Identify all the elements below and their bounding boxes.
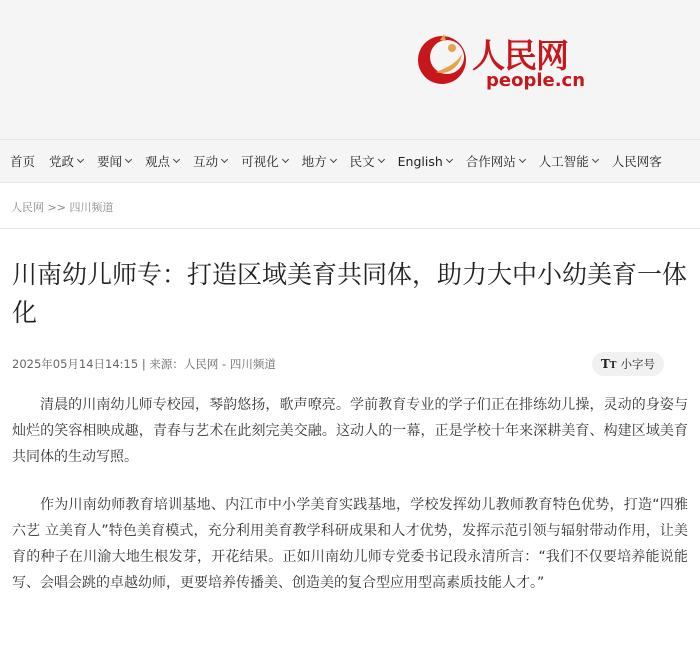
article-paragraph: 作为川南幼师教育培训基地、内江市中小学美育实践基地，学校发挥幼儿教师教育特色优势，打造“四雅六艺 立美育人”特色美育模式，充分利用美育教学科研成果和人才优势，发挥示范引领与辐射带动作用，让美育的种子在川渝大地生根发芽，开花结果。正如川南幼儿师专党委书记段永清所言：“我们不仅要培养能说能写、会唱会跳的卓越幼师，更要培养传播美、创造美的复合型应用型高素质技能人才。” [12, 497, 688, 591]
main-nav [0, 139, 700, 183]
text-size-icon: TT [600, 357, 617, 371]
breadcrumb-separator: >> [44, 201, 70, 214]
nav-item-interact[interactable] [193, 152, 227, 170]
article-date-source: 2025年05月14日14:15 | 来源：人民网 - 四川频道 [12, 357, 276, 371]
nav-label: English [397, 153, 443, 169]
site-logo[interactable] [416, 26, 586, 96]
nav-item-client[interactable] [612, 152, 662, 170]
logo-chinese-text: 人民网 [472, 36, 568, 75]
chevron-down-icon [519, 156, 526, 163]
article-paragraph: 清晨的川南幼儿师专校园，琴韵悠扬，歌声嘹亮。学前教育专业的学子们正在排练幼儿操，灵动的身姿与灿烂的笑容相映成趣，青春与艺术在此刻完美交融。这动人的一幕，正是学校十年来深耕美育、构建区域美育共同体的生动写照。 [12, 397, 688, 465]
breadcrumb-channel-link[interactable]: 四川频道 [69, 201, 114, 214]
nav-label: 互动 [193, 154, 219, 169]
nav-item-opinion[interactable] [145, 152, 179, 170]
chevron-down-icon [221, 156, 228, 163]
chevron-down-icon [592, 156, 599, 163]
nav-item-english[interactable] [398, 154, 452, 169]
nav-label: 人工智能 [538, 154, 589, 169]
article-title: 川南幼儿师专：打造区域美育共同体，助力大中小幼美育一体化 [12, 260, 688, 327]
nav-item-home[interactable] [10, 152, 35, 170]
nav-item-ethnic[interactable] [350, 152, 384, 170]
chevron-down-icon [282, 156, 289, 163]
nav-label: 民文 [349, 154, 375, 169]
logo-english-text: people.cn [486, 70, 586, 91]
chevron-down-icon [446, 156, 453, 163]
nav-label: 党政 [49, 154, 75, 169]
chevron-down-icon [125, 156, 132, 163]
article-meta [12, 350, 688, 378]
nav-item-party[interactable] [49, 152, 83, 170]
breadcrumb-home-link[interactable]: 人民网 [11, 201, 44, 214]
site-header [0, 0, 700, 139]
article [0, 256, 700, 596]
nav-label: 可视化 [241, 154, 279, 169]
font-size-button[interactable] [592, 352, 664, 376]
nav-item-ai[interactable] [539, 152, 598, 170]
nav-item-news[interactable] [97, 152, 131, 170]
chevron-down-icon [77, 156, 84, 163]
nav-label: 首页 [10, 154, 36, 169]
nav-item-visual[interactable] [241, 152, 288, 170]
chevron-down-icon [330, 156, 337, 163]
nav-item-local[interactable] [302, 152, 336, 170]
chevron-down-icon [378, 156, 385, 163]
nav-label: 合作网站 [465, 154, 516, 169]
nav-item-partners[interactable] [466, 152, 525, 170]
people-logo-emblem-icon [416, 30, 470, 90]
article-body [12, 392, 688, 596]
nav-label: 人民网客 [611, 154, 662, 169]
nav-label: 要闻 [97, 154, 123, 169]
breadcrumb [0, 183, 700, 229]
font-size-label: 小字号 [620, 357, 655, 371]
nav-label: 地方 [301, 154, 327, 169]
chevron-down-icon [173, 156, 180, 163]
nav-label: 观点 [145, 154, 171, 169]
